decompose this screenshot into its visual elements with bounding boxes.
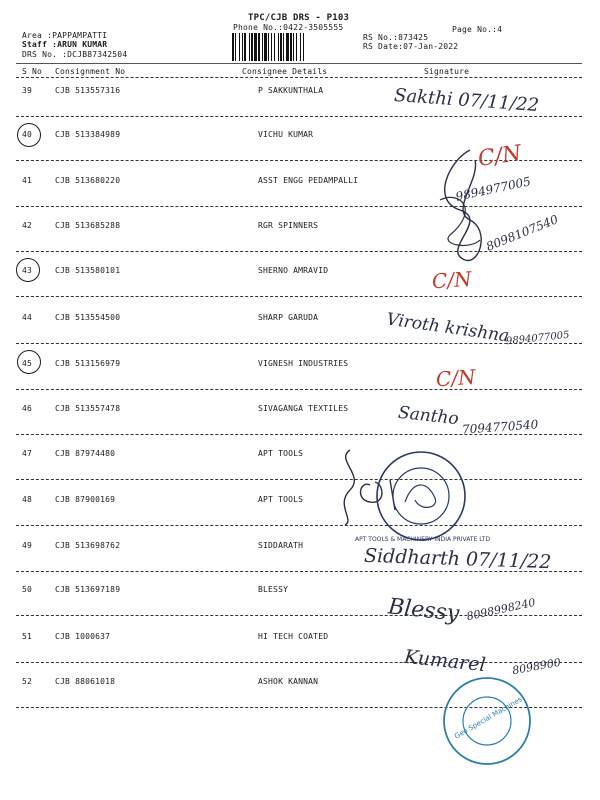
row-serial: 45 — [22, 359, 33, 368]
row-consignee-name: VIGNESH INDUSTRIES — [258, 359, 349, 368]
row-separator — [16, 662, 582, 663]
row-consignment-number: CJB 88061018 — [55, 677, 116, 686]
row-consignee-name: ASHOK KANNAN — [258, 677, 319, 686]
barcode-bar — [303, 33, 304, 61]
row-serial: 40 — [22, 130, 33, 139]
row-consignment-number: CJB 513557316 — [55, 86, 121, 95]
row-consignment-number: CJB 513384989 — [55, 130, 121, 139]
serial-circle — [17, 350, 41, 374]
row-separator — [16, 525, 582, 526]
barcode-bar — [232, 33, 234, 61]
apt-stamp-text: APT TOOLS & MACHINERY INDIA PRIVATE LTD — [355, 536, 491, 543]
page-number: Page No.:4 — [452, 25, 503, 34]
row-consignee-name: VICHU KUMAR — [258, 130, 314, 139]
handwritten-signature-39: Sakthi 07/11/22 — [393, 84, 540, 117]
barcode-bar — [274, 33, 275, 61]
table-row — [0, 266, 600, 310]
handwritten-cin-2: C/N — [431, 266, 473, 294]
drs-number: DRS No. :DCJB87342504 — [22, 50, 128, 59]
column-consignee: Consignee Details — [242, 67, 328, 76]
row-separator — [16, 389, 582, 390]
handwritten-cin-1: C/N — [476, 141, 524, 172]
row-consignee-name: SIVAGANGA TEXTILES — [258, 404, 349, 413]
row-consignment-number: CJB 1000637 — [55, 632, 111, 641]
handwritten-number-44: 9894077005 — [505, 329, 571, 348]
row-consignment-number: CJB 513698762 — [55, 541, 121, 550]
table-row — [0, 359, 600, 403]
row-consignment-number: CJB 513554500 — [55, 313, 121, 322]
serial-circle — [16, 258, 40, 282]
row-consignee-name: P SAKKUNTHALA — [258, 86, 324, 95]
row-consignment-number: CJB 513557478 — [55, 404, 121, 413]
row-serial: 49 — [22, 541, 33, 550]
barcode-bar — [293, 33, 294, 61]
handwritten-number-42: 8098107540 — [484, 212, 561, 254]
barcode-bar — [290, 33, 292, 61]
geo-stamp-text: Geo Special Machines — [453, 695, 524, 741]
staff-label: Staff :ARUN KUMAR — [22, 40, 108, 49]
barcode-bar — [268, 33, 269, 61]
handwritten-signature-44: Viroth krishna — [385, 309, 511, 347]
row-serial: 44 — [22, 313, 33, 322]
row-separator — [16, 296, 582, 297]
row-consignee-name: HI TECH COATED — [258, 632, 329, 641]
table-row — [0, 632, 600, 676]
table-row — [0, 495, 600, 539]
row-consignment-number: CJB 513685288 — [55, 221, 121, 230]
row-serial: 42 — [22, 221, 33, 230]
row-separator — [16, 116, 582, 117]
row-consignment-number: CJB 87974480 — [55, 449, 116, 458]
row-serial: 47 — [22, 449, 33, 458]
row-consignment-number: CJB 87900169 — [55, 495, 116, 504]
row-consignee-name: ASST ENGG PEDAMPALLI — [258, 176, 359, 185]
document-title: TPC/CJB DRS - P103 — [248, 13, 350, 23]
row-serial: 52 — [22, 677, 33, 686]
row-consignment-number: CJB 513697189 — [55, 585, 121, 594]
barcode-bar — [235, 33, 236, 61]
row-consignee-name: APT TOOLS — [258, 449, 304, 458]
row-consignee-name: BLESSY — [258, 585, 289, 594]
barcode-bar — [251, 33, 253, 61]
barcode-bar — [244, 33, 246, 61]
row-serial: 51 — [22, 632, 33, 641]
barcode-bar — [271, 33, 272, 61]
barcode-bar — [249, 33, 250, 61]
barcode-bar — [296, 33, 297, 61]
header-top-rule — [16, 63, 582, 64]
row-consignee-name: SHERNO AMRAVID — [258, 266, 329, 275]
table-row — [0, 449, 600, 493]
column-sno: S No — [22, 67, 43, 76]
row-separator — [16, 479, 582, 480]
column-consignment: Consignment No — [55, 67, 126, 76]
row-serial: 48 — [22, 495, 33, 504]
row-consignment-number: CJB 513156979 — [55, 359, 121, 368]
serial-circle — [17, 123, 41, 147]
area-label: Area :PAPPAMPATTI — [22, 31, 108, 40]
row-serial: 50 — [22, 585, 33, 594]
rs-number: RS No.:873425 — [363, 33, 429, 42]
handwritten-signature-51: Kumarel — [403, 645, 487, 677]
geo-special-machines-stamp — [442, 676, 532, 766]
barcode — [230, 33, 354, 61]
row-serial: 39 — [22, 86, 33, 95]
handwritten-number-50: 8098998240 — [465, 595, 537, 624]
row-consignment-number: CJB 513680220 — [55, 176, 121, 185]
row-serial: 41 — [22, 176, 33, 185]
handwritten-signature-50: Blessy — [386, 594, 461, 627]
barcode-bar — [258, 33, 260, 61]
barcode-bar — [278, 33, 279, 61]
handwritten-number-41: 9894977005 — [454, 174, 532, 204]
barcode-bar — [262, 33, 263, 61]
handwritten-number-51: 8098900 — [511, 655, 562, 678]
row-consignment-number: CJB 513580101 — [55, 266, 121, 275]
row-serial: 43 — [22, 266, 33, 275]
barcode-bar — [242, 33, 243, 61]
barcode-bar — [300, 33, 301, 61]
barcode-bar — [254, 33, 257, 61]
row-consignee-name: SHARP GARUDA — [258, 313, 319, 322]
barcode-bar — [283, 33, 284, 61]
handwritten-signature-49: Siddharth 07/11/22 — [363, 544, 552, 574]
barcode-bar — [264, 33, 267, 61]
row-consignee-name: SIDDARATH — [258, 541, 304, 550]
row-consignee-name: APT TOOLS — [258, 495, 304, 504]
apt-tools-stamp — [355, 450, 491, 543]
row-consignee-name: RGR SPINNERS — [258, 221, 319, 230]
row-serial: 46 — [22, 404, 33, 413]
scribble-signature-41 — [420, 140, 540, 270]
column-signature: Signature — [424, 67, 470, 76]
handwritten-signature-46: Santho — [397, 402, 460, 430]
header-bottom-rule — [16, 77, 582, 78]
barcode-bar — [239, 33, 240, 61]
handwritten-number-46: 7094770540 — [461, 417, 539, 437]
barcode-bar — [286, 33, 289, 61]
handwritten-cin-3: C/N — [435, 364, 477, 392]
phone-number: Phone No.:0422-3505555 — [233, 23, 344, 32]
rs-date: RS Date:07-Jan-2022 — [363, 42, 459, 51]
barcode-bar — [280, 33, 282, 61]
